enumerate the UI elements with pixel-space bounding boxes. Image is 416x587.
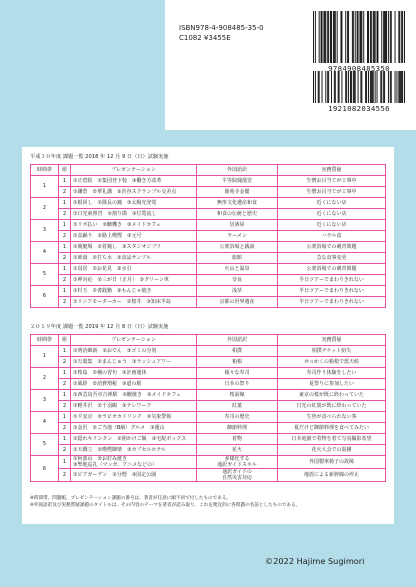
table-row xyxy=(31,401,386,412)
barcode-bar xyxy=(358,71,359,103)
column-header: 時間帯 xyxy=(31,165,59,176)
translation-cell: 日本の祭り xyxy=(197,379,278,390)
barcode-ean-1 xyxy=(311,11,407,73)
barcode-bar xyxy=(345,11,346,63)
barcode-bar xyxy=(368,11,369,63)
barcode-bar xyxy=(337,11,338,63)
time-slot-cell: 2 xyxy=(31,368,59,390)
table-row xyxy=(31,264,386,275)
barcode-bar xyxy=(371,11,372,63)
barcode-bar xyxy=(385,11,386,63)
qa-cell: 生憎お目当てが工事中 xyxy=(278,176,386,187)
footnote-1: ※時間帯、問題帳、プレゼンテーション課題の番号は、著者が任意に順不同で付したものである。 xyxy=(30,496,232,501)
group-cell: 1 xyxy=(59,286,71,297)
barcode-bar xyxy=(375,11,376,63)
barcode-bar xyxy=(353,11,354,63)
qa-cell: 急な食事変更 xyxy=(278,253,386,264)
barcode-bar xyxy=(339,71,340,103)
table-row xyxy=(31,368,386,379)
barcode-bar xyxy=(396,71,397,103)
group-cell: 1 xyxy=(59,456,71,469)
translation-cell: 様々な寿司 xyxy=(197,368,278,379)
barcode-bar xyxy=(395,11,396,63)
barcode-bar xyxy=(324,11,325,63)
qa-cell: 夏だけど御節料理を食べてみたい xyxy=(278,423,386,434)
barcode-bar xyxy=(335,71,336,103)
qa-cell: 近くにない店 xyxy=(278,198,386,209)
translation-cell: 浅草 xyxy=(197,286,278,297)
barcode-bar xyxy=(384,11,385,63)
barcode-bar xyxy=(357,11,358,63)
presentation-cell: ①神対応 ②三が日（正月） ③グリーン車 xyxy=(71,275,197,286)
qa-cell: 近くにない店 xyxy=(278,220,386,231)
footnote-2: ※外国語訳及び実務質疑課題のタイトルは、その内容のテーマを著者が読み取り、これを便宜的に各問題の名前としたものである。 xyxy=(30,502,301,508)
barcode-bar xyxy=(367,11,368,63)
barcode-bar xyxy=(361,11,362,63)
barcode-bar xyxy=(380,71,381,103)
qa-cell: 寿司作り体験をしたい xyxy=(278,368,386,379)
group-cell: 1 xyxy=(59,242,71,253)
group-cell: 1 xyxy=(59,412,71,423)
barcode-bar xyxy=(333,11,334,63)
column-header: プレゼンテーション xyxy=(71,335,197,346)
barcode-bar xyxy=(321,11,322,63)
barcode-bar xyxy=(330,11,331,63)
table-header-row xyxy=(31,335,386,346)
qa-cell: ハラル食 xyxy=(278,231,386,242)
translation-cell: 相撲 xyxy=(197,346,278,357)
footnotes xyxy=(30,496,300,509)
copyright: ©2022 Hajime Sugimori xyxy=(265,556,365,566)
isbn-barcode-box xyxy=(165,0,416,130)
barcode-bar xyxy=(328,11,329,63)
barcode-bar xyxy=(319,71,320,103)
group-cell: 1 xyxy=(59,346,71,357)
barcode-bar xyxy=(381,71,382,103)
table-row xyxy=(31,220,386,231)
presentation-cell: ①日光東照宮 ②割り勘 ③灯篭流し xyxy=(71,209,197,220)
barcode-bar xyxy=(390,11,391,63)
table-header-row xyxy=(31,165,386,176)
time-slot-cell: 1 xyxy=(31,176,59,198)
presentation-cell: ①天橋立 ②喫煙御楽 ③カプセルホテル xyxy=(71,445,197,456)
qa-cell: 日光の紅葉が既に終わっていた xyxy=(278,401,386,412)
column-header: 時間帯 xyxy=(31,335,59,346)
presentation-cell: ①金沢 ②ご当地（B級）グルメ ③運山 xyxy=(71,423,197,434)
column-header: 外国語訳 xyxy=(197,165,278,176)
translation-cell: 居酒屋 xyxy=(197,220,278,231)
time-slot-cell: 3 xyxy=(31,220,59,242)
barcode-bar xyxy=(322,71,323,103)
barcode-bar xyxy=(371,71,372,103)
table-row xyxy=(31,242,386,253)
qa-cell: 半日ツアーでまわりきれない xyxy=(278,297,386,308)
table-row xyxy=(31,379,386,390)
table-row xyxy=(31,176,386,187)
translation-cell: 紅葉 xyxy=(197,401,278,412)
barcode-bar xyxy=(388,71,389,103)
barcode-bar xyxy=(335,11,336,63)
presentation-cell: ①風鈴 ②消費増税 ③道の駅 xyxy=(71,379,197,390)
barcode-bar xyxy=(315,71,316,103)
column-header: 組 xyxy=(59,165,71,176)
time-slot-cell: 4 xyxy=(31,412,59,434)
barcode-bar xyxy=(327,11,328,63)
qa-cell: 花火大会での混雑 xyxy=(278,445,386,456)
isbn-line: ISBN978-4-908485-35-0 xyxy=(179,24,264,32)
translation-cell: 着物 xyxy=(197,434,278,445)
barcode-bar xyxy=(313,71,314,103)
presentation-cell: ①西芸鳥吾市吉禅駅 ②醸焼き ③メイドカフェ xyxy=(71,390,197,401)
barcode-bar xyxy=(360,71,361,103)
barcode-bar xyxy=(341,71,342,103)
barcode-bar xyxy=(331,71,332,103)
barcode-bar xyxy=(348,11,349,63)
group-cell: 2 xyxy=(59,209,71,220)
barcode-bar xyxy=(358,11,359,63)
qa-cell: 相撲チケット紛失 xyxy=(278,346,386,357)
exam-topics-panel xyxy=(22,147,394,524)
section-2-table xyxy=(30,334,386,482)
presentation-cell: ①根回し ②隊長の鐘 ③太陽光発電 xyxy=(71,198,197,209)
barcode-bar xyxy=(372,71,373,103)
group-cell: 2 xyxy=(59,275,71,286)
barcode-bar xyxy=(341,11,342,63)
qa-cell: 地震による新幹線の停止 xyxy=(278,469,386,482)
barcode-bar xyxy=(341,11,342,63)
group-cell: 2 xyxy=(59,401,71,412)
qa-cell: 公衆浴場での刺青問題 xyxy=(278,264,386,275)
translation-cell: 京都の世界遺産 xyxy=(197,297,278,308)
group-cell: 1 xyxy=(59,176,71,187)
barcode-bar xyxy=(325,71,326,103)
table-row xyxy=(31,198,386,209)
barcode-bar xyxy=(373,11,374,63)
barcode-bar xyxy=(381,11,382,63)
barcode-bar xyxy=(377,71,378,103)
barcode-bar xyxy=(323,11,324,63)
presentation-cell: ①軽井沢 ②千羽鶴 ③テレワーク xyxy=(71,401,197,412)
barcode-bar xyxy=(346,71,347,103)
table-row xyxy=(31,390,386,401)
barcode-bar xyxy=(363,11,364,63)
group-cell: 2 xyxy=(59,231,71,242)
barcode-bar xyxy=(331,11,332,63)
table-row xyxy=(31,346,386,357)
qa-cell: 生憎お目当てが工事中 xyxy=(278,187,386,198)
translation-cell: 通訳ガイドの 自然災害対応 xyxy=(197,469,278,482)
barcode-bar xyxy=(388,11,389,63)
qa-cell: 夏祭りに参加したい xyxy=(278,379,386,390)
table-row xyxy=(31,456,386,469)
presentation-cell: ①桜島 ②桶の習句 ③計画運休 xyxy=(71,368,197,379)
group-cell: 2 xyxy=(59,445,71,456)
column-header: 実務質疑 xyxy=(278,335,386,346)
barcode-bar xyxy=(338,71,339,103)
presentation-cell: ①リニアモーターカー ②桜井 ③知床半島 xyxy=(71,297,197,308)
translation-cell: 寿司の歴史 xyxy=(197,412,278,423)
qa-cell: 生魚が食べられない客 xyxy=(278,412,386,423)
table-row xyxy=(31,209,386,220)
translation-cell: 花火 xyxy=(197,445,278,456)
group-cell: 2 xyxy=(59,379,71,390)
barcode-bar xyxy=(395,71,396,103)
presentation-cell: ①ピアガーデン ②分煙 ③国定公園 xyxy=(71,469,197,482)
barcode-2-bars xyxy=(311,71,407,103)
group-cell: 1 xyxy=(59,390,71,401)
group-cell: 2 xyxy=(59,469,71,482)
column-header: 外国語訳 xyxy=(197,335,278,346)
presentation-cell: ①鎌倉 ②華礼講 ③渋谷スクランブル交差点 xyxy=(71,187,197,198)
qa-cell: 半日ツアーでまわりきれない xyxy=(278,286,386,297)
barcode-bar xyxy=(370,71,371,103)
group-cell: 2 xyxy=(59,357,71,368)
time-slot-cell: 5 xyxy=(31,264,59,286)
barcode-bar xyxy=(390,71,391,103)
barcode-bar xyxy=(398,11,399,63)
table-row xyxy=(31,231,386,242)
barcode-bar xyxy=(383,11,384,63)
presentation-cell: ①鳥居 ②お花見 ③水引 xyxy=(71,264,197,275)
barcode-bar xyxy=(402,71,403,103)
presentation-cell: ①姉湯 ②打ち水 ③食品サンプル xyxy=(71,253,197,264)
section-2-title: ２０１９年度 課題一覧 2019 年 12 月 8 日（日）試験実施 xyxy=(30,324,169,330)
translation-cell: 無形文化遺産和食 xyxy=(197,198,278,209)
barcode-bar xyxy=(401,11,402,63)
translation-cell: 公衆浴場と銭湯 xyxy=(197,242,278,253)
barcode-bar xyxy=(375,71,376,103)
barcode-bar xyxy=(370,11,371,63)
barcode-bar xyxy=(391,71,392,103)
presentation-cell: ①万葉集 ②まんじゅう ③ラッシュアワー xyxy=(71,357,197,368)
barcode-bar xyxy=(315,11,316,63)
barcode-bar xyxy=(355,71,356,103)
presentation-cell: ①阿部山 ②お好み焼き ③聖地巡礼（マンガ、アニメなどの） xyxy=(71,456,197,469)
time-slot-cell: 3 xyxy=(31,390,59,412)
presentation-cell: ①リボ払い ②醸機き ③メイドカフェ xyxy=(71,220,197,231)
qa-cell: 公衆浴場での刺青問題 xyxy=(278,242,386,253)
qa-cell: 外国製車椅子の故障 xyxy=(278,456,386,469)
barcode-1-number: 9784908485350 xyxy=(328,64,390,73)
translation-cell: 多様化する 通訳ガイドスキル xyxy=(197,456,278,469)
translation-cell: 箱根 xyxy=(197,357,278,368)
barcode-bar xyxy=(377,11,378,63)
time-slot-cell: 6 xyxy=(31,286,59,308)
table-row xyxy=(31,469,386,482)
group-cell: 1 xyxy=(59,198,71,209)
translation-cell: 火山と温泉 xyxy=(197,264,278,275)
group-cell: 2 xyxy=(59,423,71,434)
table-row xyxy=(31,412,386,423)
translation-cell: 奈良 xyxy=(197,275,278,286)
barcode-bar xyxy=(328,71,329,103)
table-row xyxy=(31,445,386,456)
barcode-bar xyxy=(355,11,356,63)
barcode-bar xyxy=(386,11,387,63)
time-slot-cell: 5 xyxy=(31,434,59,456)
barcode-bar xyxy=(348,71,349,103)
translation-cell: 御節料理 xyxy=(197,423,278,434)
column-header: プレゼンテーション xyxy=(71,165,197,176)
barcode-bar xyxy=(353,71,354,103)
presentation-cell: ①平安京 ②ラピオカドリンク ③気象警報 xyxy=(71,412,197,423)
barcode-bar xyxy=(373,71,374,103)
barcode-bar xyxy=(384,71,385,103)
barcode-ean-2 xyxy=(311,71,407,113)
barcode-bar xyxy=(334,11,335,63)
table-row xyxy=(31,434,386,445)
barcode-bar xyxy=(399,11,400,63)
price-code-line: C1082 ¥3455E xyxy=(179,33,231,42)
qa-cell: 東京の桜が既に終わっていた xyxy=(278,390,386,401)
barcode-bar xyxy=(402,11,403,63)
time-slot-cell: 1 xyxy=(31,346,59,368)
barcode-bar xyxy=(351,71,352,103)
barcode-bar xyxy=(361,71,362,103)
translation-cell: ラーメン xyxy=(197,231,278,242)
qa-cell: 半日ツアーでまわりきれない xyxy=(278,275,386,286)
barcode-bar xyxy=(334,71,335,103)
barcode-bar xyxy=(325,11,326,63)
barcode-bar xyxy=(365,71,366,103)
barcode-bar xyxy=(327,71,328,103)
barcode-bar xyxy=(347,11,348,63)
barcode-bar xyxy=(374,11,375,63)
barcode-bar xyxy=(404,11,405,63)
translation-cell: 和食の伝統と歴史 xyxy=(197,209,278,220)
barcode-bar xyxy=(318,71,319,103)
barcode-bar xyxy=(398,71,399,103)
barcode-bar xyxy=(377,11,378,63)
section-1-title: 平成３０年度 課題一覧 2018 年 12 月 9 日（日）試験実施 xyxy=(30,154,169,160)
presentation-cell: ①杉玉 ②書践籍 ③もんじゃ焼き xyxy=(71,286,197,297)
presentation-cell: ①競艇場 ②着鐘し ③スタジオジブリ xyxy=(71,242,197,253)
time-slot-cell: 6 xyxy=(31,456,59,482)
barcode-bar xyxy=(354,71,355,103)
time-slot-cell: 4 xyxy=(31,242,59,264)
barcode-bar xyxy=(352,11,353,63)
presentation-cell: ①明治維新 ②おでん ③ゴミの分別 xyxy=(71,346,197,357)
presentation-cell: ①正倉院 ②集団登下校 ③働き方改革 xyxy=(71,176,197,187)
barcode-bar xyxy=(404,71,405,103)
barcode-bar xyxy=(368,71,369,103)
barcode-bar xyxy=(383,71,384,103)
time-slot-cell: 2 xyxy=(31,198,59,220)
barcode-bar xyxy=(313,11,314,63)
translation-cell: 鹿苑寺金閣 xyxy=(197,187,278,198)
table-row xyxy=(31,286,386,297)
qa-cell: 近くにない店 xyxy=(278,209,386,220)
table-row xyxy=(31,423,386,434)
translation-cell: 旅館 xyxy=(197,253,278,264)
group-cell: 1 xyxy=(59,434,71,445)
barcode-2-number: 1921082034556 xyxy=(328,104,390,113)
group-cell: 2 xyxy=(59,187,71,198)
column-header: 組 xyxy=(59,335,71,346)
barcode-bar xyxy=(350,71,351,103)
group-cell: 1 xyxy=(59,368,71,379)
qa-cell: 日本庭園で着物を着て写真撮影希望 xyxy=(278,434,386,445)
barcode-1-bars xyxy=(311,11,407,63)
isbn-text xyxy=(179,24,264,43)
barcode-bar xyxy=(359,11,360,63)
table-row xyxy=(31,253,386,264)
barcode-bar xyxy=(401,71,402,103)
section-1-table xyxy=(30,164,386,308)
group-cell: 2 xyxy=(59,297,71,308)
barcode-bar xyxy=(360,11,361,63)
barcode-bar xyxy=(322,11,323,63)
qa-cell: せっかくの箱根で悪天候 xyxy=(278,357,386,368)
barcode-bar xyxy=(400,71,401,103)
barcode-bar xyxy=(319,11,320,63)
group-cell: 2 xyxy=(59,253,71,264)
group-cell: 1 xyxy=(59,220,71,231)
table-row xyxy=(31,187,386,198)
group-cell: 1 xyxy=(59,264,71,275)
table-row xyxy=(31,275,386,286)
barcode-bar xyxy=(366,71,367,103)
translation-cell: 桜前線 xyxy=(197,390,278,401)
barcode-bar xyxy=(345,71,346,103)
presentation-cell: ①隠れキリシタン ②囲かけご飯 ③宅配ボックス xyxy=(71,434,197,445)
table-row xyxy=(31,297,386,308)
barcode-bar xyxy=(391,11,392,63)
presentation-cell: ①盆踊り ②路上喫煙 ③元号 xyxy=(71,231,197,242)
table-row xyxy=(31,357,386,368)
column-header: 実務質疑 xyxy=(278,165,386,176)
translation-cell: 平等院鳳凰堂 xyxy=(197,176,278,187)
barcode-bar xyxy=(399,71,400,103)
